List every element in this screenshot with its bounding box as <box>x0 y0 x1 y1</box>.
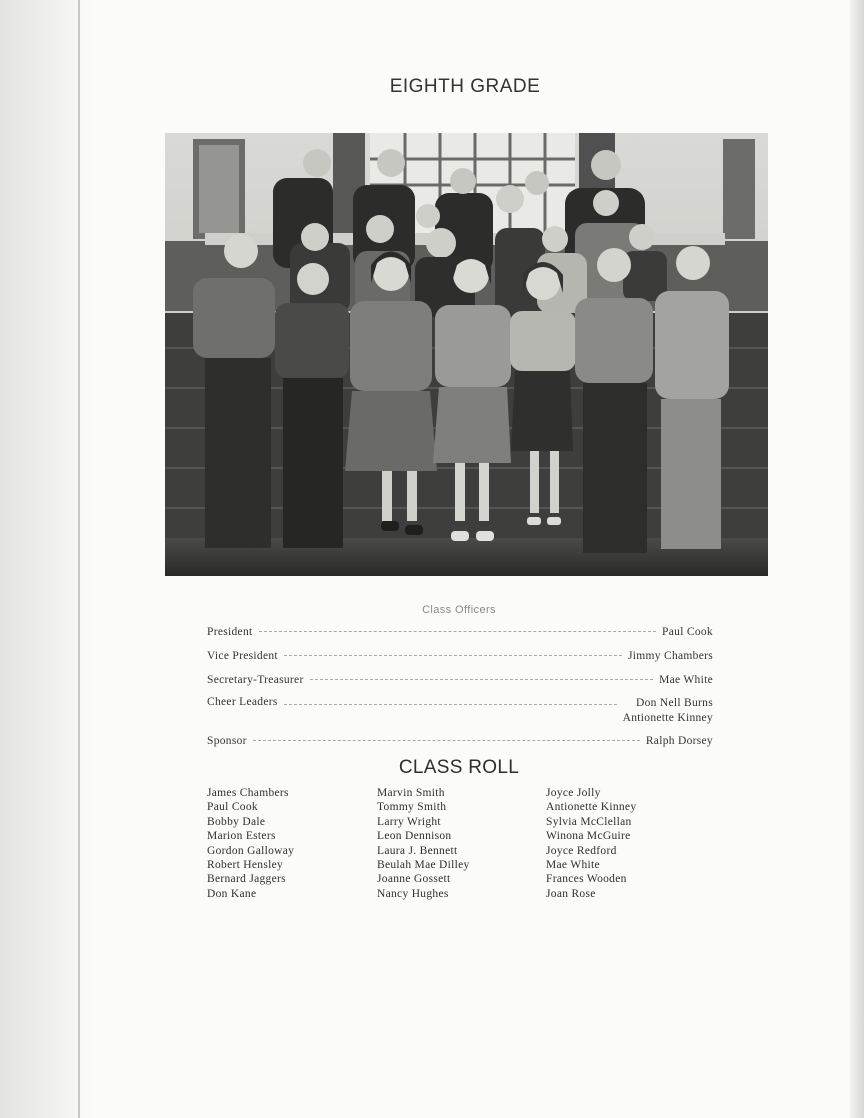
roll-name: Leon Dennison <box>377 830 452 843</box>
officer-name: Don Nell Burns <box>635 697 713 709</box>
roll-name: Tommy Smith <box>377 801 447 814</box>
roll-name: Bobby Dale <box>207 815 266 828</box>
dot-leader <box>284 704 617 705</box>
officer-role: Sponsor <box>207 735 247 747</box>
officer-role: Vice President <box>207 650 278 662</box>
page-edge <box>850 0 864 1118</box>
dot-leader <box>253 740 640 741</box>
roll-name: Antionette Kinney <box>546 801 637 814</box>
officer-name: Mae White <box>659 674 713 686</box>
roll-name: Bernard Jaggers <box>207 873 286 886</box>
officer-role: Secretary-Treasurer <box>207 674 304 686</box>
roll-name: James Chambers <box>207 787 289 799</box>
officer-row-president <box>207 626 713 638</box>
officer-role: President <box>207 626 253 638</box>
roll-name: Robert Hensley <box>207 859 284 872</box>
class-officers-heading: Class Officers <box>422 604 496 616</box>
roll-name: Don Kane <box>207 887 257 900</box>
class-roll-column-3 <box>546 786 636 901</box>
roll-name: Joyce Redford <box>546 844 617 857</box>
officer-name: Antionette Kinney <box>622 712 713 724</box>
roll-name: Paul Cook <box>207 801 258 814</box>
roll-name: Joanne Gossett <box>377 873 451 886</box>
roll-name: Frances Wooden <box>546 873 627 886</box>
dot-leader <box>259 631 657 632</box>
officer-name: Jimmy Chambers <box>627 650 713 662</box>
roll-name: Larry Wright <box>377 815 441 828</box>
class-roll-title: CLASS ROLL <box>398 757 520 778</box>
roll-name: Joan Rose <box>546 887 596 900</box>
page-title: EIGHTH GRADE <box>389 76 541 97</box>
roll-name: Sylvia McClellan <box>546 815 632 828</box>
officer-names <box>623 696 713 726</box>
class-group-photo <box>165 133 768 576</box>
officer-row-sponsor <box>207 735 713 747</box>
roll-name: Marion Esters <box>207 830 276 843</box>
class-roll-column-1 <box>207 786 294 901</box>
dot-leader <box>284 655 622 656</box>
class-roll-column-2 <box>377 786 470 901</box>
roll-name: Mae White <box>546 859 600 872</box>
officer-row-cheer-leaders <box>207 696 713 726</box>
officer-row-secretary-treasurer <box>207 674 713 686</box>
officer-row-vice-president <box>207 650 713 662</box>
roll-name: Joyce Jolly <box>546 787 601 799</box>
roll-name: Gordon Galloway <box>207 844 295 857</box>
officer-name: Paul Cook <box>662 626 713 638</box>
roll-name: Winona McGuire <box>546 830 631 843</box>
roll-name: Marvin Smith <box>377 787 445 799</box>
roll-name: Beulah Mae Dilley <box>377 859 470 872</box>
roll-name: Nancy Hughes <box>377 887 449 900</box>
officer-role: Cheer Leaders <box>207 696 278 708</box>
book-gutter <box>78 0 80 1118</box>
officer-name: Ralph Dorsey <box>645 735 713 747</box>
roll-name: Laura J. Bennett <box>377 844 458 857</box>
photo-illustration <box>165 133 768 576</box>
dot-leader <box>310 679 654 680</box>
